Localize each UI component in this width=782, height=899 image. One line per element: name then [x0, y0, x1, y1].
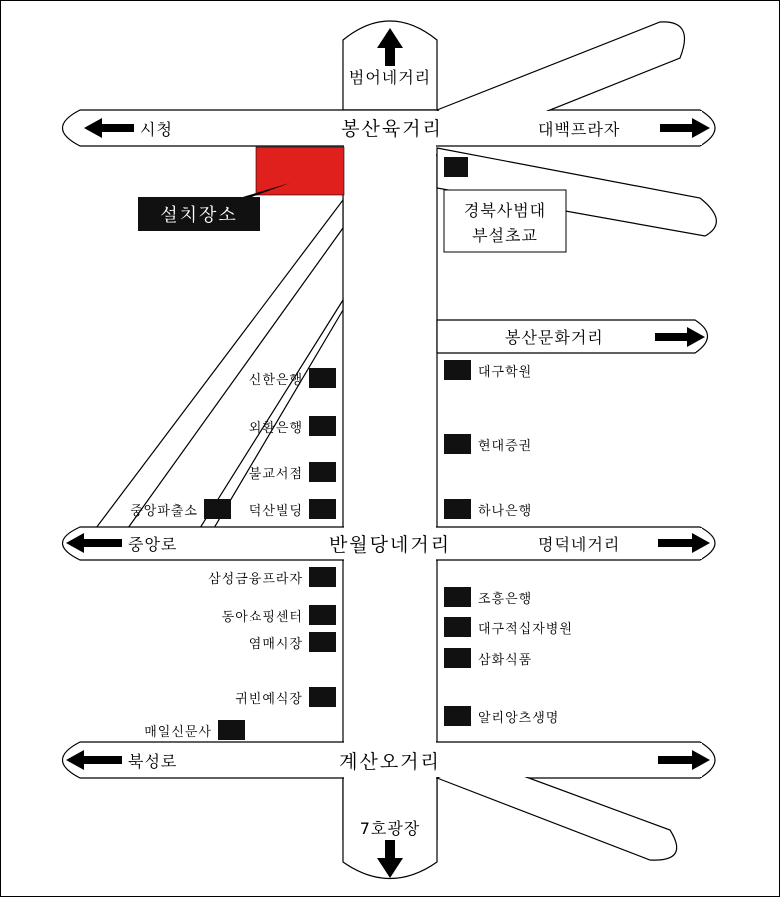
building-label: 알리앙츠생명: [478, 711, 560, 726]
building-square: [309, 567, 336, 587]
building-square: [444, 360, 471, 380]
building-square: [444, 617, 471, 637]
building-square: [218, 720, 245, 740]
direction-east-middle: 명덕네거리: [538, 535, 621, 554]
direction-west-top: 시청: [140, 120, 173, 139]
direction-west-bottom: 북성로: [128, 752, 178, 771]
building-square: [444, 434, 471, 454]
building-square: [444, 648, 471, 668]
building-label: 매일신문사: [144, 725, 212, 740]
site-marker: [256, 147, 344, 195]
building-square: [309, 632, 336, 652]
school-name-line1: 경북사범대: [463, 201, 547, 220]
intersection-bottom: 계산오거리: [339, 751, 441, 773]
direction-west-middle: 중앙로: [128, 535, 178, 554]
building-square: [444, 706, 471, 726]
building-label: 하나은행: [478, 504, 533, 519]
intersection-middle: 반월당네거리: [328, 534, 452, 556]
building-square: [309, 605, 336, 625]
building-label: 불교서점: [248, 467, 303, 482]
building-label: 현대증권: [478, 439, 533, 454]
direction-bongsan-culture: 봉산문화거리: [505, 328, 604, 347]
building-label: 염매시장: [248, 637, 303, 652]
building-label: 동아쇼핑센터: [221, 610, 303, 625]
building-square: [309, 687, 336, 707]
building-label: 귀빈예식장: [235, 692, 303, 707]
building-square: [204, 499, 231, 519]
building-label: 삼성금융프라자: [208, 572, 303, 587]
building-square: [444, 157, 468, 177]
direction-south: 7호광장: [359, 819, 421, 838]
intersection-top: 봉산육거리: [341, 118, 443, 140]
building-square: [309, 368, 336, 388]
school-name-line2: 부설초교: [472, 226, 538, 245]
site-label: 설치장소: [160, 205, 238, 226]
building-label: 조흥은행: [478, 592, 533, 607]
building-square: [444, 587, 471, 607]
building-square: [309, 462, 336, 482]
direction-north: 범어네거리: [348, 68, 432, 87]
building-label: 중앙파출소: [130, 504, 198, 519]
building-label: 대구학원: [478, 365, 533, 380]
building-label: 대구적십자병원: [478, 622, 573, 637]
installation-site: [138, 147, 344, 231]
building-square: [309, 499, 336, 519]
building-label: 외환은행: [248, 421, 303, 436]
west-diagonal-road-2: [200, 300, 343, 528]
building-square: [309, 416, 336, 436]
building-square: [444, 499, 471, 519]
direction-east-top: 대백프라자: [538, 120, 621, 139]
building-label: 신한은행: [248, 373, 303, 388]
building-label: 삼화식품: [478, 653, 533, 668]
building-label: 덕산빌딩: [248, 504, 303, 519]
